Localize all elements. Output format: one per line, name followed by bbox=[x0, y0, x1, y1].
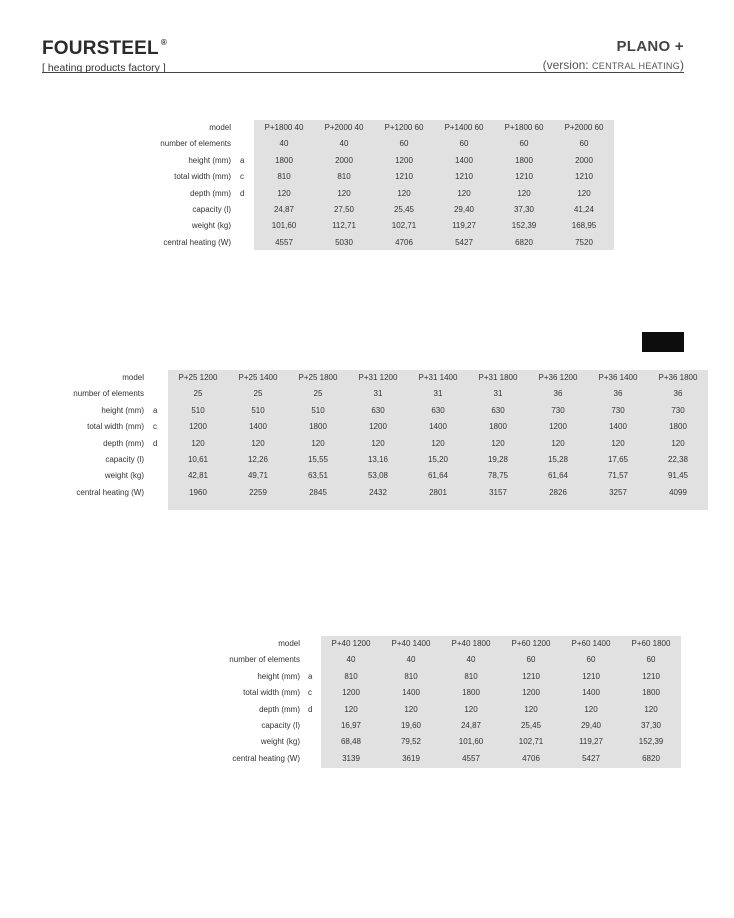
spec-cell: 61,64 bbox=[427, 471, 449, 481]
spec-cell: 5427 bbox=[582, 753, 600, 763]
spec-cell: 101,60 bbox=[271, 221, 297, 231]
model-header-cell: P+60 1800 bbox=[631, 639, 671, 648]
spec-cell: 60 bbox=[399, 139, 409, 149]
spec-cell: 36 bbox=[673, 389, 683, 399]
spec-cell: 120 bbox=[344, 704, 358, 714]
spec-cell: 6820 bbox=[642, 753, 660, 763]
spec-cell: 40 bbox=[406, 655, 416, 665]
spec-cell: 6820 bbox=[515, 237, 533, 247]
row-label: depth (mm) bbox=[259, 704, 300, 714]
spec-cell: 16,97 bbox=[340, 721, 362, 730]
dimension-letter: c bbox=[240, 172, 244, 182]
spec-cell: 510 bbox=[191, 405, 205, 415]
dimension-letter: a bbox=[308, 671, 313, 681]
spec-cell: 152,39 bbox=[638, 737, 664, 747]
row-label: capacity (l) bbox=[192, 205, 231, 214]
spec-cell: 5427 bbox=[455, 237, 473, 247]
spec-cell: 1800 bbox=[309, 422, 327, 432]
spec-cell: 120 bbox=[277, 188, 291, 198]
dimension-letter: a bbox=[240, 155, 245, 165]
spec-cell: 2000 bbox=[575, 155, 593, 165]
spec-cell: 1200 bbox=[342, 688, 360, 698]
row-label: capacity (l) bbox=[261, 721, 300, 730]
spec-cell: 15,28 bbox=[547, 455, 569, 464]
spec-cell: 510 bbox=[251, 405, 265, 415]
spec-cell: 1400 bbox=[609, 422, 627, 432]
spec-cell: 1210 bbox=[515, 172, 533, 182]
spec-cell: 2826 bbox=[549, 487, 567, 497]
dimension-letter: d bbox=[153, 438, 158, 448]
header-divider bbox=[42, 72, 684, 73]
row-label: total width (mm) bbox=[87, 422, 144, 432]
spec-cell: 4706 bbox=[522, 753, 540, 763]
spec-cell: 120 bbox=[611, 438, 625, 448]
row-label: model bbox=[209, 123, 231, 132]
spec-cell: 1800 bbox=[489, 422, 507, 432]
spec-cell: 71,57 bbox=[607, 471, 629, 481]
spec-cell: 60 bbox=[459, 139, 469, 149]
spec-cell: 15,55 bbox=[307, 455, 329, 464]
spec-cell: 810 bbox=[337, 172, 351, 182]
row-label: model bbox=[122, 373, 144, 382]
model-header-cell: P+36 1800 bbox=[658, 373, 698, 382]
spec-cell: 7520 bbox=[575, 237, 593, 247]
spec-cell: 119,27 bbox=[579, 737, 603, 747]
version-value: CENTRAL HEATING bbox=[591, 61, 680, 71]
spec-cell: 1400 bbox=[249, 422, 267, 432]
model-header-cell: P+40 1400 bbox=[391, 639, 431, 648]
spec-cell: 120 bbox=[431, 438, 445, 448]
spec-cell: 120 bbox=[584, 704, 598, 714]
spec-cell: 4557 bbox=[462, 753, 480, 763]
row-label: weight (kg) bbox=[104, 471, 144, 481]
spec-cell: 2000 bbox=[335, 155, 353, 165]
spec-cell: 25,45 bbox=[520, 721, 542, 730]
product-heading bbox=[543, 37, 684, 74]
spec-cell: 120 bbox=[251, 438, 265, 448]
spec-cell: 10,61 bbox=[187, 455, 209, 464]
model-header-cell: P+60 1200 bbox=[511, 639, 551, 648]
spec-cell: 2801 bbox=[429, 487, 447, 497]
spec-cell: 4099 bbox=[669, 487, 687, 497]
model-header-cell: P+2000 40 bbox=[324, 123, 364, 132]
model-header-cell: P+31 1200 bbox=[358, 373, 398, 382]
spec-cell: 120 bbox=[551, 438, 565, 448]
spec-cell: 1400 bbox=[582, 688, 600, 698]
spec-cell: 168,95 bbox=[571, 221, 597, 231]
spec-cell: 3619 bbox=[402, 753, 420, 763]
spec-cell: 25 bbox=[193, 389, 203, 399]
spec-cell: 1200 bbox=[522, 688, 540, 698]
spec-cell: 78,75 bbox=[487, 471, 509, 481]
spec-cell: 1800 bbox=[669, 422, 687, 432]
spec-cell: 810 bbox=[344, 671, 358, 681]
spec-cell: 120 bbox=[404, 704, 418, 714]
model-header-cell: P+40 1800 bbox=[451, 639, 491, 648]
spec-cell: 4557 bbox=[275, 237, 293, 247]
spec-cell: 1800 bbox=[275, 155, 293, 165]
row-label: depth (mm) bbox=[103, 438, 144, 448]
brand-logo bbox=[42, 32, 167, 75]
spec-cell: 101,60 bbox=[458, 737, 484, 747]
row-label: height (mm) bbox=[257, 671, 300, 681]
row-label: weight (kg) bbox=[260, 737, 300, 747]
spec-cell: 120 bbox=[524, 704, 538, 714]
registered-mark: ® bbox=[160, 38, 167, 47]
spec-cell: 41,24 bbox=[573, 205, 595, 214]
spec-cell: 37,30 bbox=[513, 205, 535, 214]
spec-cell: 1800 bbox=[642, 688, 660, 698]
spec-cell: 2845 bbox=[309, 487, 327, 497]
spec-cell: 91,45 bbox=[667, 471, 689, 481]
row-label: total width (mm) bbox=[174, 172, 231, 182]
spec-cell: 25 bbox=[313, 389, 323, 399]
model-header-cell: P+1800 60 bbox=[504, 123, 544, 132]
spec-cell: 120 bbox=[464, 704, 478, 714]
spec-cell: 1210 bbox=[575, 172, 593, 182]
spec-cell: 730 bbox=[671, 405, 685, 415]
spec-cell: 3157 bbox=[489, 487, 507, 497]
spec-cell: 120 bbox=[337, 188, 351, 198]
spec-cell: 27,50 bbox=[333, 205, 355, 214]
spec-cell: 730 bbox=[611, 405, 625, 415]
spec-cell: 4706 bbox=[395, 237, 413, 247]
model-header-cell: P+25 1400 bbox=[238, 373, 278, 382]
spec-cell: 120 bbox=[311, 438, 325, 448]
spec-cell: 36 bbox=[613, 389, 623, 399]
spec-cell: 29,40 bbox=[453, 205, 475, 214]
spec-cell: 24,87 bbox=[460, 721, 482, 730]
spec-cell: 40 bbox=[279, 139, 289, 149]
spec-cell: 68,48 bbox=[340, 737, 362, 747]
model-header-cell: P+31 1800 bbox=[478, 373, 518, 382]
spec-cell: 1200 bbox=[369, 422, 387, 432]
row-label: central heating (W) bbox=[163, 237, 231, 247]
row-label: number of elements bbox=[73, 389, 144, 399]
brand-name: FOURSTEEL bbox=[42, 38, 159, 59]
spec-cell: 60 bbox=[526, 655, 536, 665]
brand-tagline: [ heating products factory ] bbox=[42, 62, 166, 74]
row-label: depth (mm) bbox=[190, 188, 231, 198]
spec-cell: 63,51 bbox=[307, 471, 329, 481]
spec-cell: 1210 bbox=[455, 172, 473, 182]
spec-cell: 19,28 bbox=[487, 455, 509, 464]
row-label: central heating (W) bbox=[76, 487, 144, 497]
spec-cell: 1200 bbox=[395, 155, 413, 165]
spec-cell: 2259 bbox=[249, 487, 267, 497]
spec-cell: 810 bbox=[464, 671, 478, 681]
row-label: number of elements bbox=[160, 139, 231, 149]
dimension-letter: d bbox=[240, 188, 245, 198]
product-title: PLANO + bbox=[616, 38, 684, 55]
spec-cell: 79,52 bbox=[400, 737, 422, 747]
row-label: height (mm) bbox=[101, 405, 144, 415]
spec-cell: 15,20 bbox=[427, 455, 449, 464]
spec-cell: 24,87 bbox=[273, 205, 295, 214]
model-header-cell: P+1800 40 bbox=[264, 123, 304, 132]
row-label: model bbox=[278, 639, 300, 648]
spec-cell: 5030 bbox=[335, 237, 353, 247]
spec-cell: 510 bbox=[311, 405, 325, 415]
spec-cell: 730 bbox=[551, 405, 565, 415]
model-header-cell: P+25 1800 bbox=[298, 373, 338, 382]
spec-cell: 37,30 bbox=[640, 721, 662, 730]
spec-cell: 1800 bbox=[515, 155, 533, 165]
model-header-cell: P+1400 60 bbox=[444, 123, 484, 132]
spec-cell: 120 bbox=[191, 438, 205, 448]
spec-cell: 12,26 bbox=[247, 455, 269, 464]
spec-cell: 61,64 bbox=[547, 471, 569, 481]
spec-cell: 25,45 bbox=[393, 205, 415, 214]
spec-cell: 60 bbox=[646, 655, 656, 665]
row-label: number of elements bbox=[229, 655, 300, 665]
row-label: capacity (l) bbox=[105, 455, 144, 464]
row-label: central heating (W) bbox=[232, 753, 300, 763]
spec-cell: 120 bbox=[577, 188, 591, 198]
spec-cell: 810 bbox=[277, 172, 291, 182]
spec-cell: 31 bbox=[373, 389, 383, 399]
spec-cell: 1200 bbox=[189, 422, 207, 432]
spec-cell: 1400 bbox=[402, 688, 420, 698]
spec-cell: 630 bbox=[491, 405, 505, 415]
spec-cell: 17,65 bbox=[607, 455, 629, 464]
spec-cell: 3257 bbox=[609, 487, 627, 497]
model-header-cell: P+2000 60 bbox=[564, 123, 604, 132]
spec-cell: 3139 bbox=[342, 753, 360, 763]
spec-cell: 1960 bbox=[189, 487, 207, 497]
model-header-cell: P+36 1400 bbox=[598, 373, 638, 382]
spec-cell: 1800 bbox=[462, 688, 480, 698]
spec-cell: 31 bbox=[433, 389, 443, 399]
row-label: weight (kg) bbox=[191, 221, 231, 231]
spec-cell: 120 bbox=[671, 438, 685, 448]
spec-cell: 29,40 bbox=[580, 721, 602, 730]
spec-cell: 40 bbox=[346, 655, 356, 665]
row-label: height (mm) bbox=[188, 155, 231, 165]
spec-cell: 120 bbox=[491, 438, 505, 448]
spec-cell: 112,71 bbox=[332, 221, 356, 231]
spec-cell: 1210 bbox=[582, 671, 600, 681]
model-header-cell: P+1200 60 bbox=[384, 123, 424, 132]
spec-cell: 120 bbox=[517, 188, 531, 198]
spec-cell: 49,71 bbox=[247, 471, 269, 481]
spec-cell: 19,60 bbox=[400, 721, 422, 730]
spec-cell: 42,81 bbox=[187, 471, 209, 481]
spec-cell: 36 bbox=[553, 389, 563, 399]
spec-cell: 120 bbox=[371, 438, 385, 448]
model-header-cell: P+60 1400 bbox=[571, 639, 611, 648]
row-label: total width (mm) bbox=[243, 688, 300, 698]
spec-cell: 1210 bbox=[522, 671, 540, 681]
spec-cell: 40 bbox=[339, 139, 349, 149]
spec-cell: 1210 bbox=[642, 671, 660, 681]
black-marker bbox=[642, 332, 684, 352]
spec-cell: 53,08 bbox=[367, 471, 389, 481]
spec-cell: 2432 bbox=[369, 487, 387, 497]
dimension-letter: c bbox=[153, 422, 157, 432]
spec-cell: 102,71 bbox=[391, 221, 417, 231]
spec-cell: 120 bbox=[457, 188, 471, 198]
spec-cell: 60 bbox=[586, 655, 596, 665]
dimension-letter: c bbox=[308, 688, 312, 698]
spec-cell: 630 bbox=[371, 405, 385, 415]
model-header-cell: P+25 1200 bbox=[178, 373, 218, 382]
spec-cell: 120 bbox=[644, 704, 658, 714]
spec-cell: 31 bbox=[493, 389, 503, 399]
spec-cell: 102,71 bbox=[518, 737, 544, 747]
dimension-letter: a bbox=[153, 405, 158, 415]
spec-cell: 120 bbox=[397, 188, 411, 198]
spec-cell: 1400 bbox=[455, 155, 473, 165]
spec-cell: 40 bbox=[466, 655, 476, 665]
spec-cell: 119,27 bbox=[452, 221, 476, 231]
spec-cell: 810 bbox=[404, 671, 418, 681]
spec-cell: 1400 bbox=[429, 422, 447, 432]
dimension-letter: d bbox=[308, 704, 313, 714]
model-header-cell: P+40 1200 bbox=[331, 639, 371, 648]
spec-cell: 13,16 bbox=[367, 455, 389, 464]
spec-cell: 630 bbox=[431, 405, 445, 415]
spec-cell: 25 bbox=[253, 389, 263, 399]
spec-cell: 1200 bbox=[549, 422, 567, 432]
spec-cell: 22,38 bbox=[667, 455, 689, 464]
spec-cell: 60 bbox=[519, 139, 529, 149]
model-header-cell: P+36 1200 bbox=[538, 373, 578, 382]
spec-cell: 1210 bbox=[395, 172, 413, 182]
spec-cell: 152,39 bbox=[511, 221, 537, 231]
product-version: (version: CENTRAL HEATING) bbox=[542, 58, 684, 72]
model-header-cell: P+31 1400 bbox=[418, 373, 458, 382]
spec-cell: 60 bbox=[579, 139, 589, 149]
